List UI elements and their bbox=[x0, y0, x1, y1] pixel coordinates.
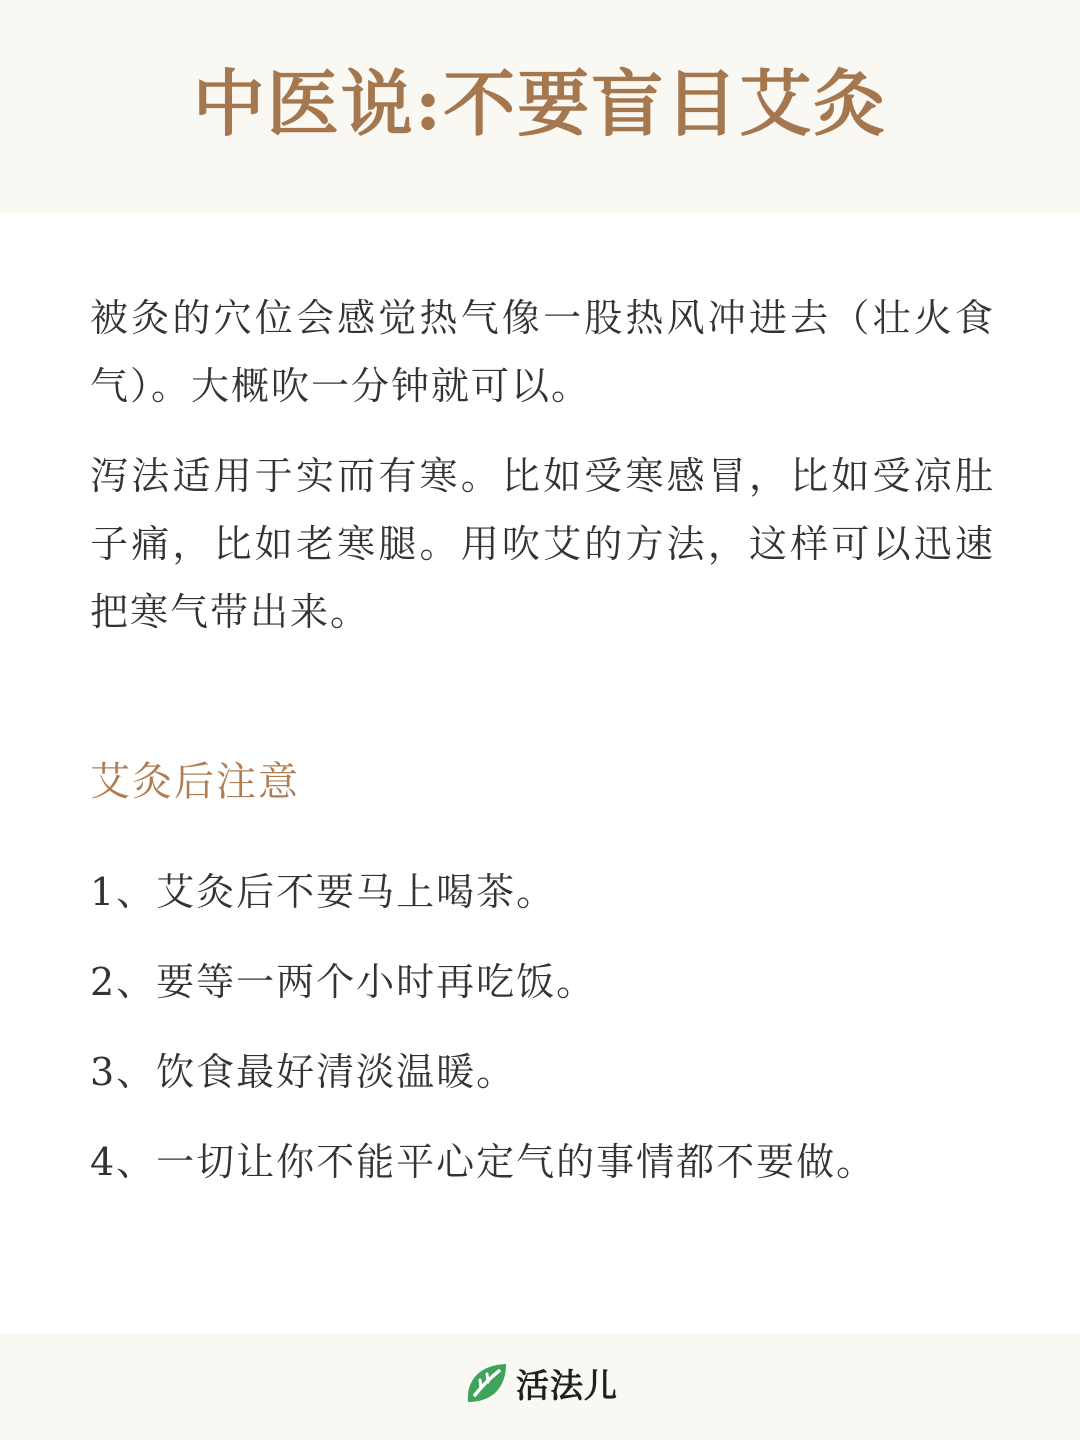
brand-name: 活法儿 bbox=[516, 1365, 618, 1405]
section-heading-aftercare: 艾灸后注意 bbox=[90, 759, 300, 805]
aftercare-item-3: 3、饮食最好清淡温暖。 bbox=[90, 1050, 517, 1094]
leaf-icon bbox=[464, 1360, 510, 1406]
brand-logo bbox=[464, 1358, 618, 1408]
paragraph-moxibustion-sensation: 被灸的穴位会感觉热气像一股热风冲进去（壮火食气）。大概吹一分钟就可以。 bbox=[90, 296, 995, 408]
paragraph-purging-method: 泻法适用于实而有寒。比如受寒感冒，比如受凉肚子痛，比如老寒腿。用吹艾的方法，这样可以迅速把寒气带出来。 bbox=[90, 454, 995, 634]
aftercare-item-2: 2、要等一两个小时再吃饭。 bbox=[90, 960, 597, 1004]
aftercare-item-1: 1、艾灸后不要马上喝茶。 bbox=[90, 870, 557, 914]
header-panel bbox=[0, 0, 1080, 213]
aftercare-list bbox=[90, 862, 1010, 1222]
aftercare-item-4: 4、一切让你不能平心定气的事情都不要做。 bbox=[90, 1140, 877, 1184]
article-body bbox=[90, 284, 995, 646]
page-title: 中医说:不要盲目艾灸 bbox=[192, 61, 888, 146]
